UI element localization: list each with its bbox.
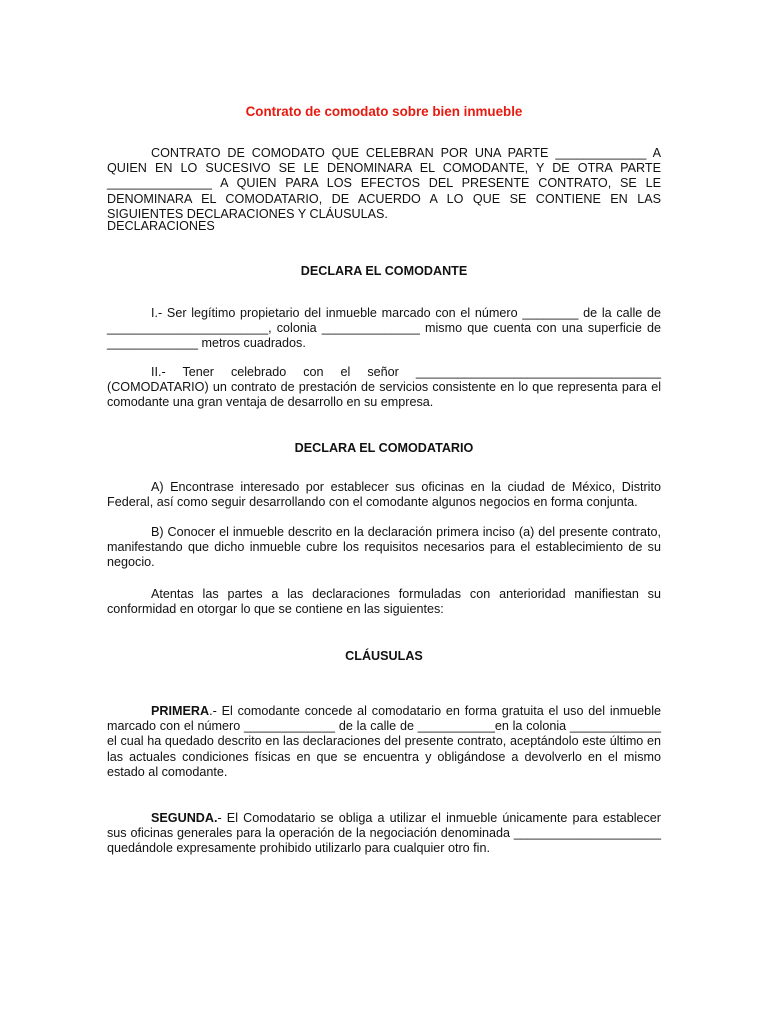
intro-paragraph: CONTRATO DE COMODATO QUE CELEBRAN POR UNA PARTE _____________ A QUIEN EN LO SUCESIVO SE LE DENOMINARA EL COMODANTE, Y DE OTRA PARTE _______________ A QUIEN PARA LOS EFECTOS DEL PRESENTE CONTRATO, SE LE DENOMINARA EL COMODATARIO, DE ACUERDO A LO QUE SE CONTIENE EN LAS SIGUIENTES DECLARACIONES Y CLÁUSULAS. — [107, 146, 661, 221]
declaraciones-label: DECLARACIONES — [107, 219, 215, 233]
clausula-segunda — [107, 811, 661, 857]
clausula-primera — [107, 704, 661, 780]
heading-declara-comodante: DECLARA EL COMODANTE — [300, 264, 468, 278]
comodatario-declaration-a: A) Encontrase interesado por establecer sus oficinas en la ciudad de México, Distrito Federal, así como seguir desarrollando con el comodante algunos negocios en forma conjunta. — [107, 480, 661, 510]
atentas-paragraph: Atentas las partes a las declaraciones formuladas con anterioridad manifiestan su conformidad en otorgar lo que se contiene en las siguientes: — [107, 587, 661, 617]
clausula-segunda-text: - El Comodatario se obliga a utilizar el inmueble únicamente para establecer sus oficinas generales para la operación de la negociación denominada _____________________ quedándole expresamente prohibido utilizarlo para cualquier otro fin. — [107, 811, 661, 856]
heading-clausulas: CLÁUSULAS — [345, 649, 423, 663]
document-title: Contrato de comodato sobre bien inmueble — [245, 104, 523, 119]
clausula-primera-text: .- El comodante concede al comodatario en forma gratuita el uso del inmueble marcado con el número _____________ de la calle de ___________en la colonia _____________ el cual ha quedado descrito en las declaraciones del presente contrato, aceptándolo este último en las actuales condiciones físicas en que se encuentra y obligándose a devolverlo en el mismo estado al comodante. — [107, 704, 661, 779]
comodatario-declaration-b: B) Conocer el inmueble descrito en la declaración primera inciso (a) del presente contrato, manifestando que dicho inmueble cubre los requisitos necesarios para el establecimiento de su negocio. — [107, 525, 661, 570]
comodante-declaration-1: I.- Ser legítimo propietario del inmueble marcado con el número ________ de la calle de _______________________, colonia ______________ mismo que cuenta con una superficie de _____________ metros cuadrados. — [107, 306, 661, 351]
clausula-primera-label: PRIMERA — [151, 704, 210, 718]
clausula-segunda-label: SEGUNDA. — [151, 811, 218, 825]
comodante-declaration-2: II.- Tener celebrado con el señor ___________________________________ (COMODATARIO) un contrato de prestación de servicios consistente en lo que representa para el comodante una gran ventaja de desarrollo en su empresa. — [107, 365, 661, 410]
heading-declara-comodatario: DECLARA EL COMODATARIO — [294, 441, 474, 455]
